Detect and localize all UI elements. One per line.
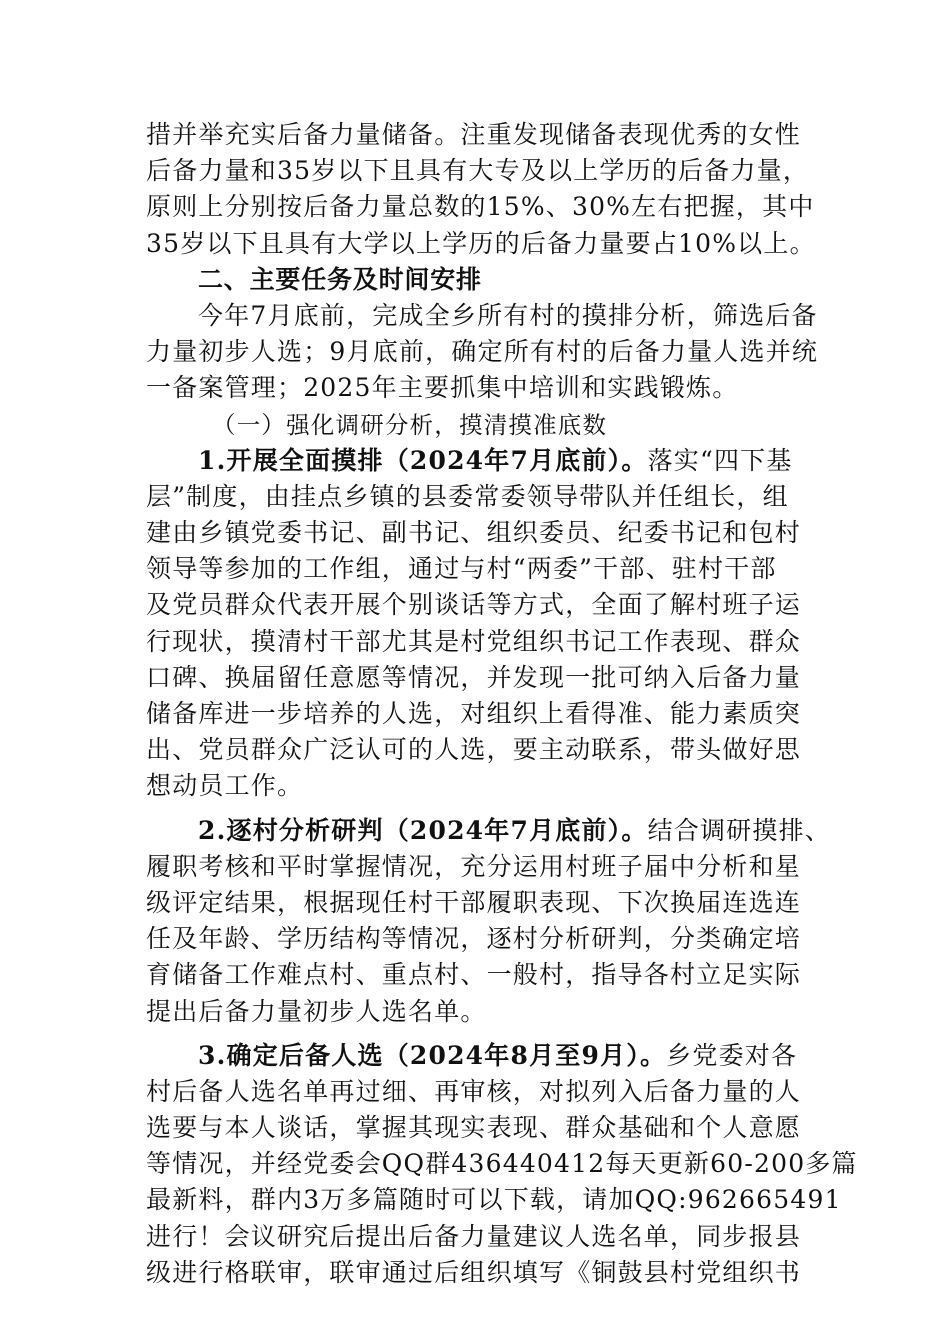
paragraph-line: 35岁以下且具有大学以上学历的后备力量要占10%以上。 xyxy=(146,228,816,258)
paragraph-line: 进行！会议研究后提出后备力量建议人选名单，同步报县 xyxy=(146,1221,802,1251)
paragraph-line: 口碑、换届留任意愿等情况，并发现一批可纳入后备力量 xyxy=(146,662,802,692)
paragraph-line: 育储备工作难点村、重点村、一般村，指导各村立足实际 xyxy=(146,960,802,990)
item-first-line xyxy=(146,813,831,849)
paragraph-line: 出、党员群众广泛认可的人选，要主动联系，带头做好思 xyxy=(146,735,802,765)
document-body xyxy=(146,117,858,1291)
paragraph-line: 最新料，群内3万多篇随时可以下载，请加QQ:962665491 xyxy=(146,1185,842,1215)
paragraph-line: 等情况，并经党委会QQ群436440412每天更新60-200多篇 xyxy=(146,1149,858,1179)
paragraph-line: 选要与本人谈话，掌握其现实表现、群众基础和个人意愿 xyxy=(146,1113,802,1143)
paragraph-line: 领导等参加的工作组，通过与村“两委”干部、驻村干部 xyxy=(146,554,777,584)
paragraph-line: 力量初步人选；9月底前，确定所有村的后备力量人选并统 xyxy=(146,337,819,367)
paragraph-line: 原则上分别按后备力量总数的15%、30%左右把握，其中 xyxy=(146,192,815,222)
paragraph-line: 措并举充实后备力量储备。注重发现储备表现优秀的女性 xyxy=(146,120,802,149)
item-first-line xyxy=(146,443,806,479)
paragraph-line: 提出后备力量初步人选名单。 xyxy=(146,996,487,1026)
paragraph-line: 级评定结果，根据现任村干部履职表现、下次换届连选连 xyxy=(146,887,802,917)
item-title: 3.确定后备人选（2024年8月至9月）。 xyxy=(198,1040,667,1070)
paragraph-line: 级进行格联审，联审通过后组织填写《铜鼓县村党组织书 xyxy=(146,1257,802,1287)
item-text: 结合调研摸排、 xyxy=(647,815,831,845)
item-first-line xyxy=(146,1038,806,1074)
subsection-heading: （一）强化调研分析，摸清摸准底数 xyxy=(212,410,608,439)
item-title: 2.逐村分析研判（2024年7月底前）。 xyxy=(198,815,648,845)
paragraph-line: 行现状，摸清村干部尤其是村党组织书记工作表现、群众 xyxy=(146,626,802,656)
paragraph-line: 建由乡镇党委书记、副书记、组织委员、纪委书记和包村 xyxy=(146,518,802,548)
section-heading: 二、主要任务及时间安排 xyxy=(198,264,482,294)
paragraph-line: 及党员群众代表开展个别谈话等方式，全面了解村班子运 xyxy=(146,590,802,620)
paragraph-line: 层”制度，由挂点乡镇的县委常委领导带队并任组长，组 xyxy=(146,481,789,511)
item-title: 1.开展全面摸排（2024年7月底前）。 xyxy=(198,445,648,475)
item-text: 乡党委对各 xyxy=(666,1040,798,1070)
paragraph-line: 一备案管理；2025年主要抓集中培训和实践锻炼。 xyxy=(146,373,739,403)
paragraph-line: 村后备人选名单再过细、再审核，对拟列入后备力量的人 xyxy=(146,1076,802,1106)
paragraph-line: 想动员工作。 xyxy=(146,771,304,801)
paragraph-line: 后备力量和35岁以下且具有大专及以上学历的后备力量， xyxy=(146,156,810,186)
paragraph-line: 任及年龄、学历结构等情况，逐村分析研判，分类确定培 xyxy=(146,924,802,954)
paragraph-line: 履职考核和平时掌握情况，充分运用村班子届中分析和星 xyxy=(146,851,802,881)
paragraph-spacer xyxy=(146,805,806,813)
paragraph-spacer xyxy=(146,1030,806,1038)
paragraph-line: 今年7月底前，完成全乡所有村的摸排分析，筛选后备 xyxy=(198,300,818,330)
item-text: 落实“四下基 xyxy=(647,445,793,475)
paragraph-line: 储备库进一步培养的人选，对组织上看得准、能力素质突 xyxy=(146,699,802,728)
